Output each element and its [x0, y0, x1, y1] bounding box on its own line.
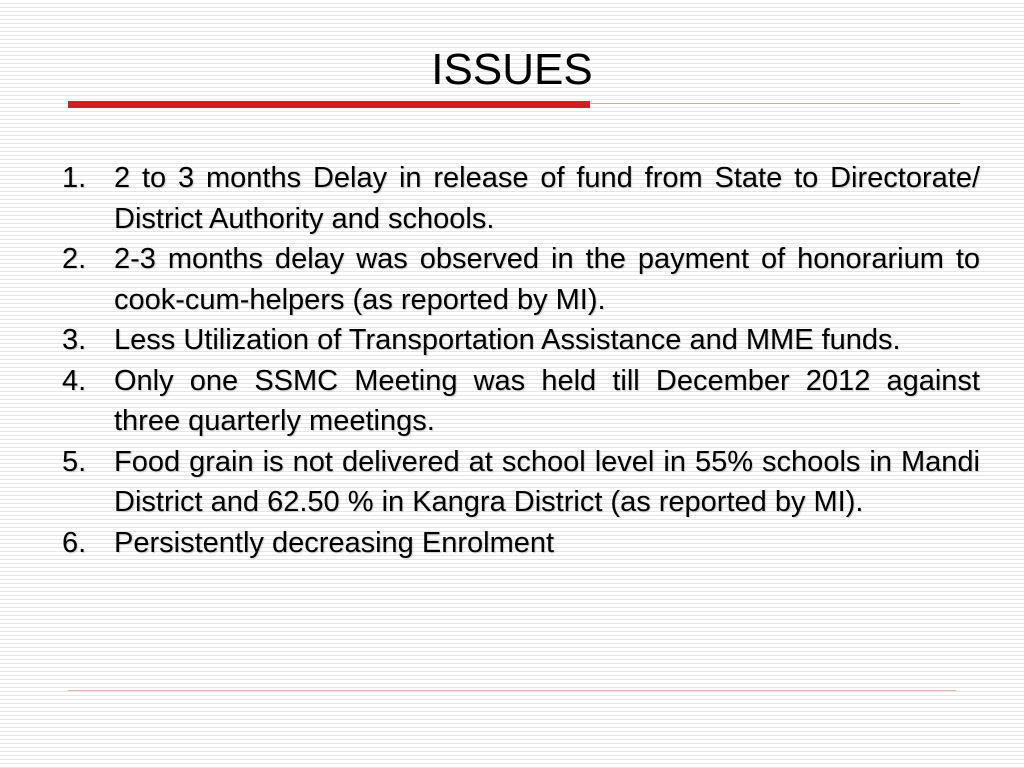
list-item-text: 2 to 3 months Delay in release of fund from State to Directorate/ District Authority and schools.	[114, 162, 980, 235]
list-item-text: 2-3 months delay was observed in the payment of honorarium to cook-cum-helpers (as reported by MI).	[114, 243, 980, 316]
list-item	[62, 523, 980, 564]
list-item	[62, 158, 980, 239]
title-underline-thin	[590, 103, 960, 104]
list-item-text: Less Utilization of Transportation Assistance and MME funds.	[114, 324, 901, 356]
list-item-number: 5.	[62, 445, 87, 478]
slide-title: ISSUES	[431, 45, 593, 94]
list-item	[62, 320, 980, 361]
list-item	[62, 239, 980, 320]
issues-list	[62, 158, 980, 563]
list-item-number: 2.	[62, 243, 87, 275]
list-item-number: 3.	[62, 324, 87, 356]
list-item	[62, 442, 980, 523]
list-item-number: 6.	[62, 526, 87, 559]
list-item-text: Food grain is not delivered at school level in 55% schools in Mandi District and 62.50 % in Kangra District (as reported by MI).	[114, 445, 980, 518]
list-item-text: Persistently decreasing Enrolment	[114, 526, 555, 559]
footer-divider	[68, 690, 956, 691]
list-item-number: 1.	[62, 162, 87, 194]
list-item-text: Only one SSMC Meeting was held till December 2012 against three quarterly meetings.	[114, 364, 980, 437]
list-item	[62, 361, 980, 442]
title-underline-accent	[68, 101, 590, 108]
list-item-number: 4.	[62, 364, 87, 397]
